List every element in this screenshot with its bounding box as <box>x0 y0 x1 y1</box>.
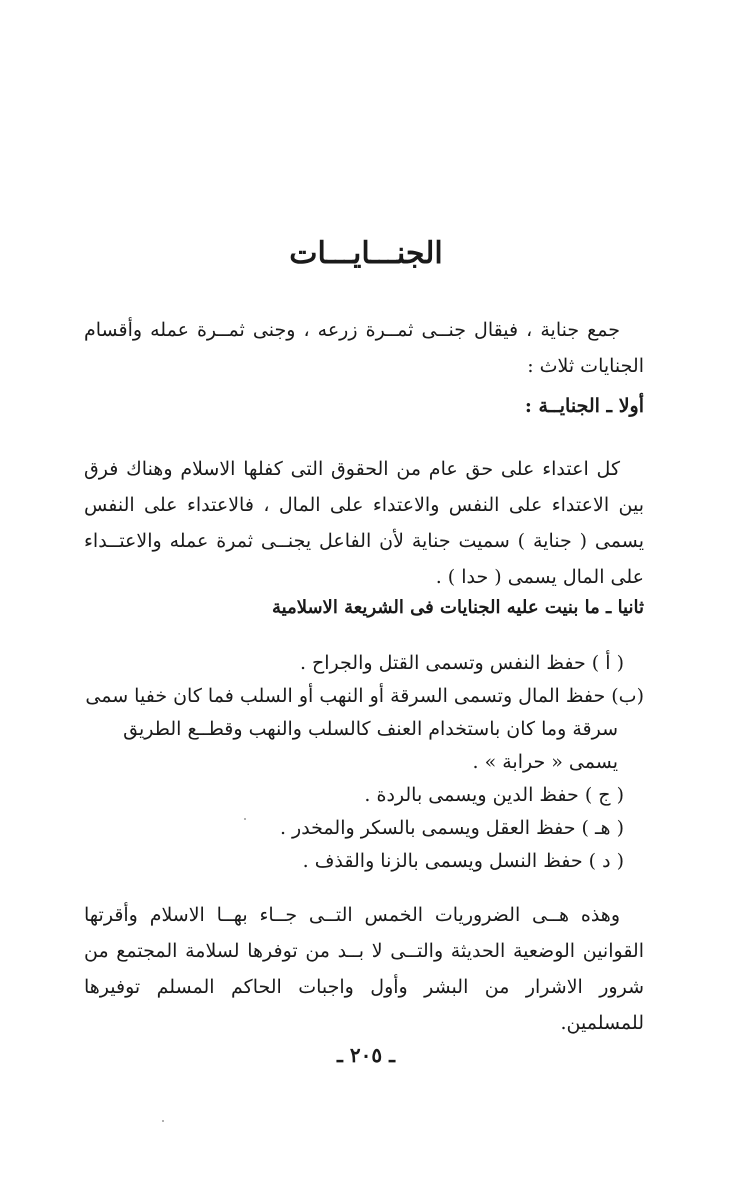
page-number: ـ ٢٠٥ ـ <box>337 1043 395 1067</box>
list-item-b <box>84 680 644 779</box>
necessities-list <box>84 647 644 878</box>
scan-speck <box>244 818 246 820</box>
section-heading-second: ثانيا ـ ما بنيت عليه الجنايات فى الشريعة الاسلامية <box>272 597 644 618</box>
list-item-c: ( ج ) حفظ الدين ويسمى بالردة . <box>364 784 624 806</box>
list-item-a: ( أ ) حفظ النفس وتسمى القتل والجراح . <box>299 652 624 674</box>
list-item-d: ( د ) حفظ النسل ويسمى بالزنا والقذف . <box>302 850 624 872</box>
list-item-h: ( هـ ) حفظ العقل ويسمى بالسكر والمخدر . <box>279 817 624 839</box>
intro-paragraph: جمع جناية ، فيقال جنــى ثمــرة زرعه ، وجنى ثمــرة عمله وأقسام الجنايات ثلاث : <box>84 319 644 377</box>
scan-speck <box>162 1120 164 1122</box>
section-heading-first: أولا ـ الجنايــة : <box>524 395 644 417</box>
conclusion-paragraph: وهذه هــى الضروريات الخمس التــى جــاء بهــا الاسلام وأقرتها القوانين الوضعية الحديثة والتــى لا بــد من توفرها لسلامة المجتمع من شرور الاشرار من البشر وأول واجبات الحاكم المسلم توفيرها للمسلمين. <box>84 904 644 1034</box>
page-title: الجنـــايـــات <box>289 236 443 271</box>
list-item-b-continuation: سرقة وما كان باستخدام العنف كالسلب والنهب وقطــع الطريق يسمى « حرابة » . <box>123 718 618 773</box>
definition-paragraph: كل اعتداء على حق عام من الحقوق التى كفلها الاسلام وهناك فرق بين الاعتداء على النفس والاعتداء على المال ، فالاعتداء على النفس يسمى ( جناية ) سميت جناية لأن الفاعل يجنــى ثمرة عمله والاعتــداء على المال يسمى ( حدا ) . <box>84 458 644 588</box>
list-item-b-first-line: (ب) حفظ المال وتسمى السرقة أو النهب أو السلب فما كان خفيا سمى <box>85 685 644 707</box>
